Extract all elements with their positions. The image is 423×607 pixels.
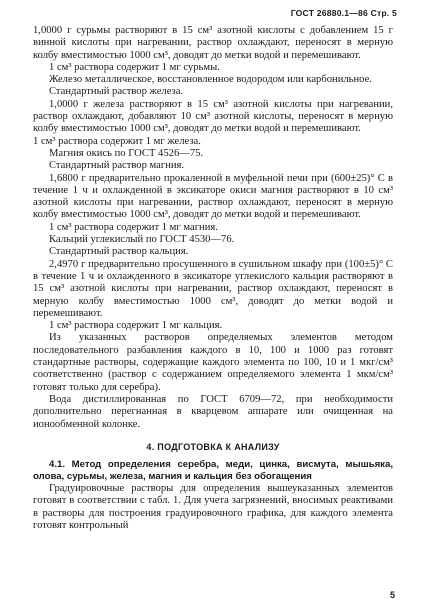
subsection-title: 4.1. Метод определения серебра, меди, цинка, висмута, мышьяка, олова, сурьмы, железа, магния и кальция без обогащения [33, 459, 393, 483]
paragraph-calcium-carbonate: Кальций углекислый по ГОСТ 4530—76. [49, 234, 235, 246]
paragraph-iron-prep: 1,0000 г железа растворяют в 15 см³ азотной кислоты при нагревании, раствор охлаждают, добавляют 10 см³ азотной кислоты, переносят в мерную колбу вместимостью 1000 см³, доводят до метки водой и перемешивают. [33, 98, 393, 135]
document-body [33, 25, 393, 532]
paragraph-magnesium-content: 1 см³ раствора содержит 1 мг магния. [49, 221, 218, 233]
paragraph-calibration: Градуировочные растворы для определения вышеуказанных элементов готовят в соответствии с табл. 1. Для учета загрязнений, вносимых реактивами в растворы для построения градуировочного графика, для каждого элемента готовят контрольный [33, 483, 393, 531]
paragraph-magnesium-prep: 1,6800 г предварительно прокаленной в муфельной печи при (600±25)° С в течение 1 ч и охлажденной в эксикаторе окиси магния растворяют в 10 см³ азотной кислоты при нагревании, раствор охлаждают, переносят в мерную колбу вместимостью 1000 см³, доводят до метки водой и перемешивают. [33, 172, 393, 221]
paragraph-calcium-prep: 2,4970 г предварительно просушенного в сушильном шкафу при (100±5)° С в течение 1 ч и охлажденного в эксикаторе углекислого кальция растворяют в 15 см³ азотной кислоты при нагревании, раствор охлаждают, переносят в мерную колбу вместимостью 1000 см³, доводят до метки водой и перемешивают. [33, 258, 393, 319]
section-title: 4. ПОДГОТОВКА К АНАЛИЗУ [146, 441, 280, 452]
page-header: ГОСТ 26880.1—86 Стр. 5 [290, 8, 397, 18]
paragraph-iron-content: 1 см³ раствора содержит 1 мг железа. [33, 135, 201, 147]
page-number: 5 [389, 589, 395, 600]
paragraph-calcium-content: 1 см³ раствора содержит 1 мг кальция. [49, 320, 223, 332]
paragraph-iron-metal: Железо металлическое, восстановленное водородом или карбонильное. [49, 74, 372, 86]
paragraph-iron-standard: Стандартный раствор железа. [49, 86, 184, 98]
paragraph-water: Вода дистиллированная по ГОСТ 6709—72, при необходимости дополнительно перегнанная в кварцевом аппарате или очищенная на ионообменной колонке. [33, 393, 393, 430]
paragraph-antimony-content: 1 см³ раствора содержит 1 мг сурьмы. [49, 61, 220, 73]
paragraph-dilution: Из указанных растворов определяемых элементов методом последовательного разбавления каждого в 10, 100 и 1000 раз готовят стандартные растворы, содержащие каждого элемента по 100, 10 и 1 мкг/см³ соответственно (раствор с содержанием определяемого элемента 1 мкм/см³ готовят только для серебра). [33, 332, 393, 393]
paragraph-magnesium-standard: Стандартный раствор магния. [49, 160, 185, 172]
paragraph-magnesium-oxide: Магния окись по ГОСТ 4526—75. [49, 147, 204, 159]
paragraph-antimony-prep: 1,0000 г сурьмы растворяют в 15 см³ азотной кислоты с добавлением 15 г винной кислоты при нагревании, раствор охлаждают, переносят в мерную колбу вместимостью 1000 см³, доводят до метки водой и перемешивают. [33, 25, 393, 61]
paragraph-calcium-standard: Стандартный раствор кальция. [49, 246, 189, 258]
